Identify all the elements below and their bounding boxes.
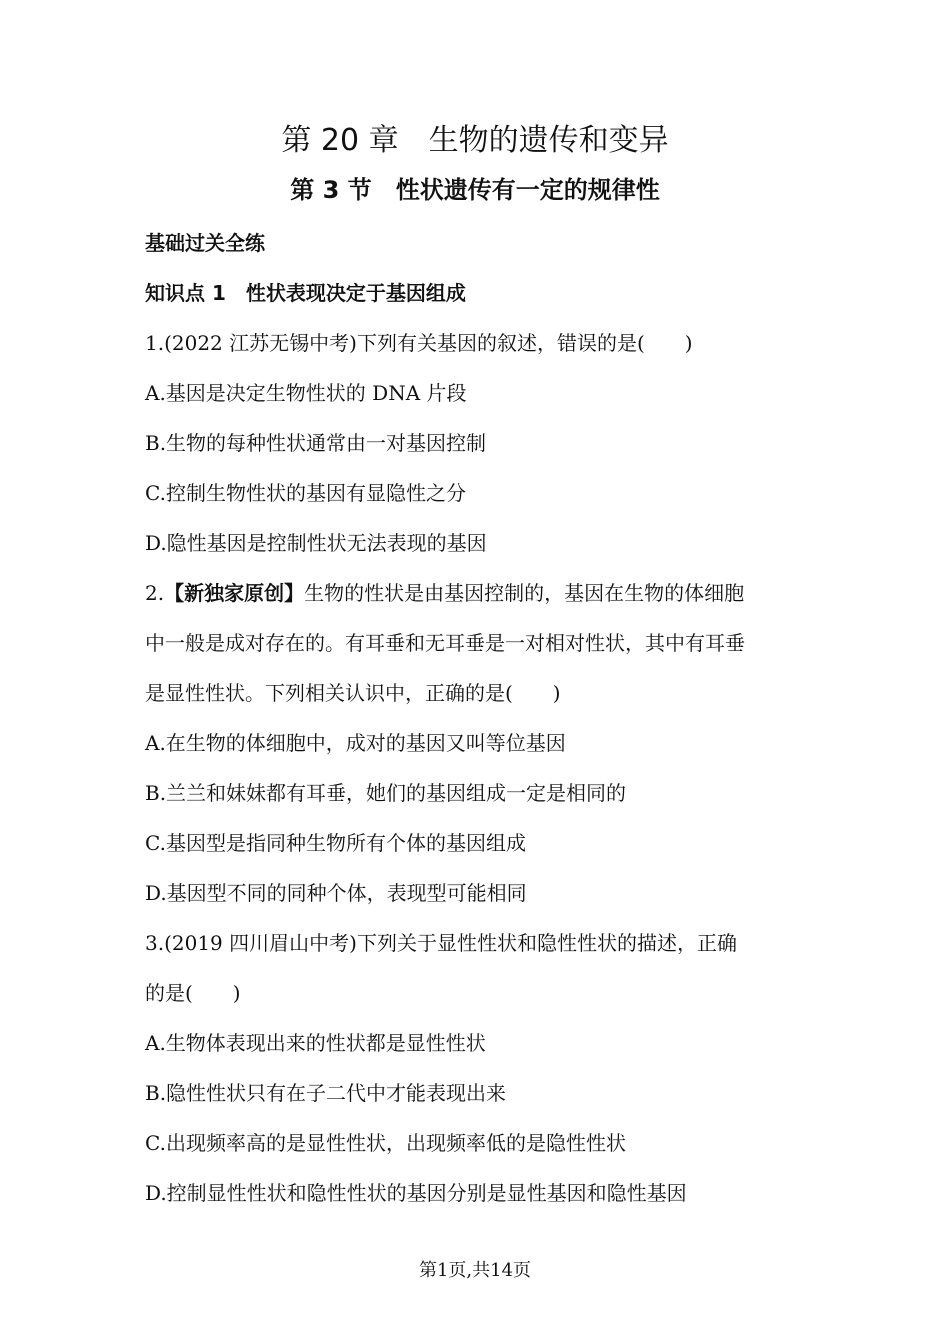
question-stem: 1.(2022 江苏无锡中考)下列有关基因的叙述，错误的是( ) xyxy=(145,331,693,355)
question-stem-line-1 xyxy=(145,568,810,618)
question-number: 2. xyxy=(145,581,165,605)
option-d: D.控制显性性状和隐性性状的基因分别是显性基因和隐性基因 xyxy=(145,1181,687,1205)
question-stem-line-1: 3.(2019 四川眉山中考)下列关于显性性状和隐性性状的描述，正确 xyxy=(145,931,737,955)
section-title: 第 3 节 性状遗传有一定的规律性 xyxy=(290,176,660,204)
option-d: D.隐性基因是控制性状无法表现的基因 xyxy=(145,531,487,555)
option-a: A.生物体表现出来的性状都是显性性状 xyxy=(145,1031,486,1055)
question-stem-line-2: 的是( ) xyxy=(145,981,241,1005)
option-b: B.隐性性状只有在子二代中才能表现出来 xyxy=(145,1081,507,1105)
question-1 xyxy=(145,318,810,568)
option-a: A.基因是决定生物性状的 DNA 片段 xyxy=(145,381,467,405)
chapter-title: 第 20 章 生物的遗传和变异 xyxy=(281,123,669,158)
option-b: B.生物的每种性状通常由一对基因控制 xyxy=(145,431,487,455)
option-d: D.基因型不同的同种个体，表现型可能相同 xyxy=(145,881,527,905)
option-b: B.兰兰和妹妹都有耳垂，她们的基因组成一定是相同的 xyxy=(145,781,627,805)
practice-heading: 基础过关全练 xyxy=(145,231,265,255)
option-c: C.出现频率高的是显性性状，出现频率低的是隐性性状 xyxy=(145,1131,626,1155)
document-body xyxy=(145,218,810,1218)
page-footer: 第1页,共14页 xyxy=(418,1260,532,1281)
question-stem-line-3: 是显性性状。下列相关认识中，正确的是( ) xyxy=(145,681,561,705)
original-tag: 【新独家原创】 xyxy=(164,581,305,605)
question-stem-line-2: 中一般是成对存在的。有耳垂和无耳垂是一对相对性状，其中有耳垂 xyxy=(145,631,745,655)
question-stem-text: 生物的性状是由基因控制的，基因在生物的体细胞 xyxy=(304,581,745,605)
option-a: A.在生物的体细胞中，成对的基因又叫等位基因 xyxy=(145,731,566,755)
question-2 xyxy=(145,568,810,918)
option-c: C.基因型是指同种生物所有个体的基因组成 xyxy=(145,831,526,855)
option-c: C.控制生物性状的基因有显隐性之分 xyxy=(145,481,466,505)
question-3 xyxy=(145,918,810,1218)
knowledge-point-heading: 知识点 1 性状表现决定于基因组成 xyxy=(145,281,466,305)
